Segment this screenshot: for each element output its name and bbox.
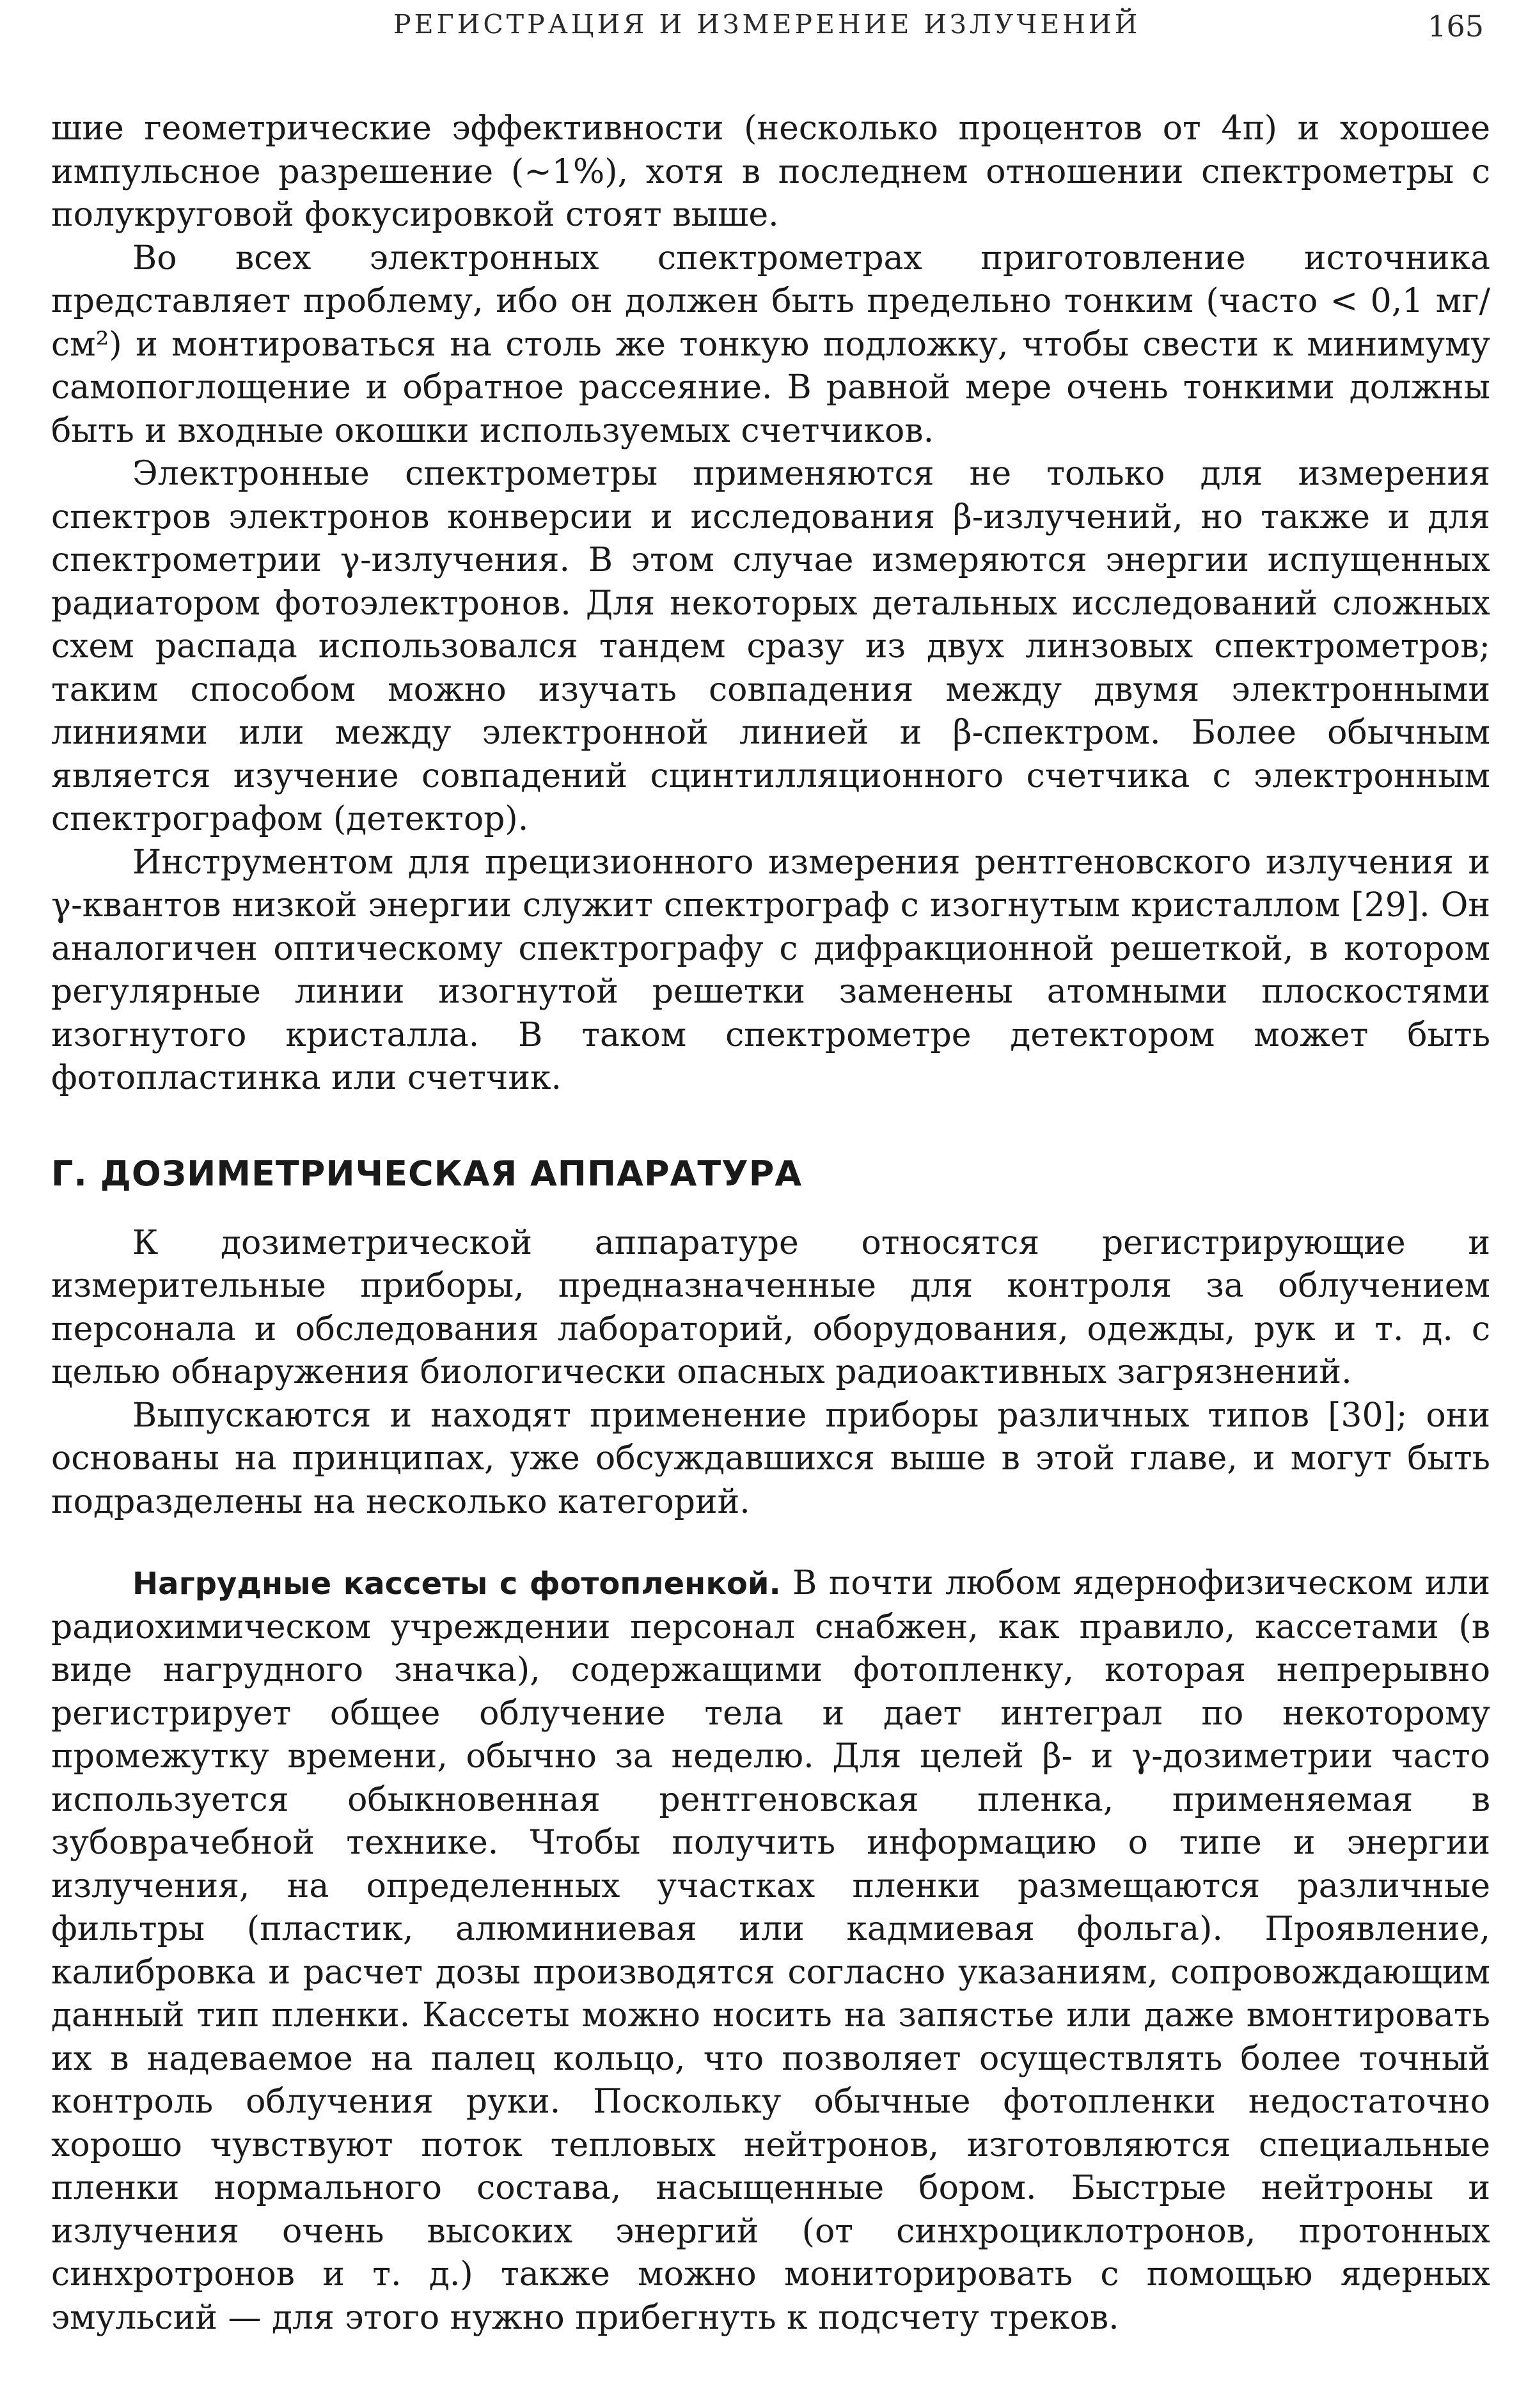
- running-title: РЕГИСТРАЦИЯ И ИЗМЕРЕНИЕ ИЗЛУЧЕНИЙ: [393, 9, 1141, 40]
- paragraph-continuation: шие геометрические эффективности (несколько процентов от 4π) и хорошее импульсное разрешение (~1%), хотя в последнем отношении спектрометры с полукруговой фокусировкой стоят выше.: [51, 109, 1490, 234]
- paragraph-film-badges-text: В почти любом ядернофизическом или радиохимическом учреждении персонал снабжен, как правило, кассетами (в виде нагрудного значка), содержащими фотопленку, которая непрерывно регистрирует общее облучение тела и дает интеграл по некоторому промежутку времени, обычно за неделю. Для целей β- и γ-дозиметрии часто используется обыкновенная рентгеновская пленка, применяемая в зубоврачебной технике. Чтобы получить информацию о типе и энергии излучения, на определенных участках пленки размещаются различные фильтры (пластик, алюминиевая или кадмиевая фольга). Проявление, калибровка и расчет дозы производятся согласно указаниям, сопровождающим данный тип пленки. Кассеты можно носить на запястье или даже вмонтировать их в надеваемое на палец кольцо, что позволяет осуществлять более точный контроль облучения руки. Поскольку обычные фотопленки недостаточно хорошо чувствуют поток тепловых нейтронов, изготовляются специальные пленки нормального состава, насыщенные бором. Быстрые нейтроны и излучения очень высоких энергий (от синхроциклотронов, протонных синхротронов и т. д.) также можно мониторировать с помощью ядерных эмульсий — для этого нужно прибегнуть к подсчету треков.: [51, 1564, 1490, 2337]
- paragraph-dosimetry-intro: К дозиметрической аппаратуре относятся регистрирующие и измерительные приборы, предназначенные для контроля за облучением персонала и обследования лабораторий, оборудования, одежды, рук и т. д. с целью обнаружения биологически опасных радиоактивных загрязнений.: [51, 1223, 1490, 1391]
- paragraph-crystal-spectrograph: Инструментом для прецизионного измерения рентгеновского излучения и γ-квантов низкой энергии служит спектрограф с изогнутым кристаллом [29]. Он аналогичен оптическому спектрографу с дифракционной решеткой, в котором регулярные линии изогнутой решетки заменены атомными плоскостями изогнутого кристалла. В таком спектрометре детектором может быть фотопластинка или счетчик.: [51, 843, 1490, 1097]
- paragraph-electron-spectrometers: Электронные спектрометры применяются не только для измерения спектров электронов конверсии и исследования β-излучений, но также и для спектрометрии γ-излучения. В этом случае измеряются энергии испущенных радиатором фотоэлектронов. Для некоторых детальных исследований сложных схем распада использовался тандем сразу из двух линзовых спектрометров; таким способом можно изучать совпадения между двумя электронными линиями или между электронной линией и β-спектром. Более обычным является изучение совпадений сцинтилляционного счетчика с электронным спектрографом (детектор).: [51, 455, 1490, 838]
- page-header: [51, 9, 1484, 47]
- section-heading: Г. ДОЗИМЕТРИЧЕСКАЯ АППАРАТУРА: [51, 1153, 803, 1194]
- page-body: [51, 107, 1490, 2340]
- paragraph-device-types: Выпускаются и находят применение приборы различных типов [30]; они основаны на принципах, уже обсуждавшихся выше в этой главе, и могут быть подразделены на несколько категорий.: [51, 1396, 1490, 1521]
- paragraph-source-preparation: Во всех электронных спектрометрах приготовление источника представляет проблему, ибо он должен быть предельно тонким (часто < 0,1 мг/см²) и монтироваться на столь же тонкую подложку, чтобы свести к минимуму самопоглощение и обратное рассеяние. В равной мере очень тонкими должны быть и входные окошки используемых счетчиков.: [51, 238, 1490, 450]
- runin-heading-film-badges: Нагрудные кассеты с фотопленкой.: [132, 1566, 781, 1602]
- page-number: 165: [1428, 9, 1484, 43]
- paragraph-film-badges: [51, 1562, 1490, 2340]
